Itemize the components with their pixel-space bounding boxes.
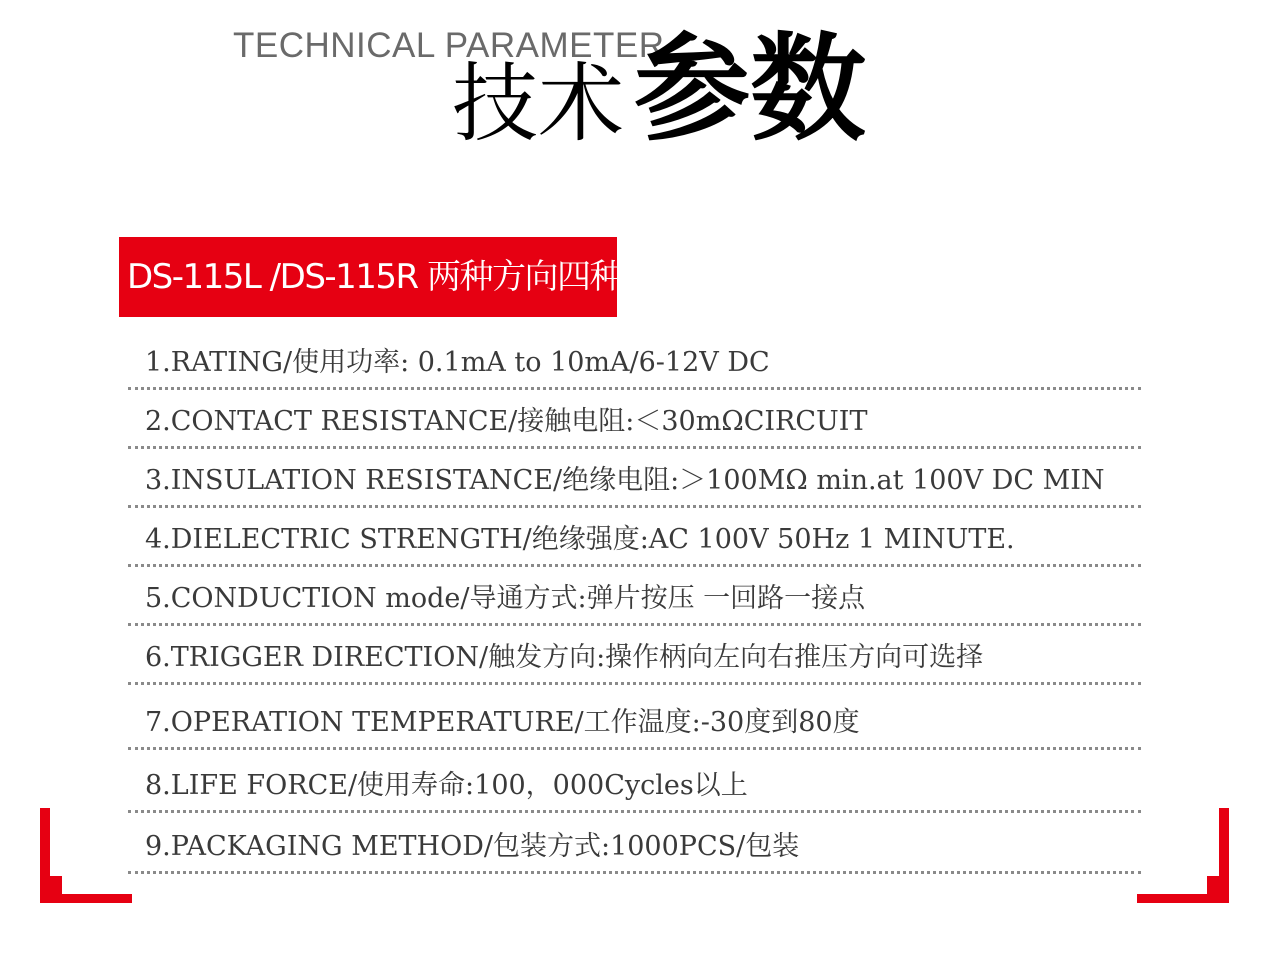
param-row-life-force xyxy=(128,750,1141,813)
param-text: 2.CONTACT RESISTANCE/接触电阻:＜30mΩCIRCUIT xyxy=(145,406,868,437)
parameter-list xyxy=(128,331,1141,874)
model-banner: DS-115L /DS-115R 两种方向四种脚位 xyxy=(119,237,617,317)
param-text: 4.DIELECTRIC STRENGTH/绝缘强度:AC 100V 50Hz 1 MINUTE. xyxy=(145,524,1015,555)
corner-bracket-left xyxy=(40,808,132,903)
param-row-conduction-mode xyxy=(128,567,1141,626)
param-text: 6.TRIGGER DIRECTION/触发方向:操作柄向左向右推压方向可选择 xyxy=(145,642,984,673)
page-title-bold: 参数 xyxy=(634,22,866,157)
param-text: 1.RATING/使用功率: 0.1mA to 10mA/6-12V DC xyxy=(145,347,770,378)
param-row-contact-resistance xyxy=(128,390,1141,449)
param-row-operation-temperature xyxy=(128,685,1141,750)
page-title-light: 技术 xyxy=(452,54,624,154)
param-text: 5.CONDUCTION mode/导通方式:弹片按压 一回路一接点 xyxy=(145,583,866,614)
param-text: 3.INSULATION RESISTANCE/绝缘电阻:＞100MΩ min.at 100V DC MIN xyxy=(145,465,1105,496)
param-text: 7.OPERATION TEMPERATURE/工作温度:-30度到80度 xyxy=(145,707,860,738)
param-text: 9.PACKAGING METHOD/包装方式:1000PCS/包装 xyxy=(145,831,800,862)
param-row-packaging-method xyxy=(128,813,1141,874)
param-text: 8.LIFE FORCE/使用寿命:100，000Cycles以上 xyxy=(145,770,748,801)
param-row-trigger-direction xyxy=(128,626,1141,685)
param-row-dielectric-strength xyxy=(128,508,1141,567)
param-row-insulation-resistance xyxy=(128,449,1141,508)
page-subtitle-en: TECHNICAL PARAMETER xyxy=(233,26,665,65)
corner-bracket-right xyxy=(1137,808,1229,903)
param-row-rating xyxy=(128,331,1141,390)
